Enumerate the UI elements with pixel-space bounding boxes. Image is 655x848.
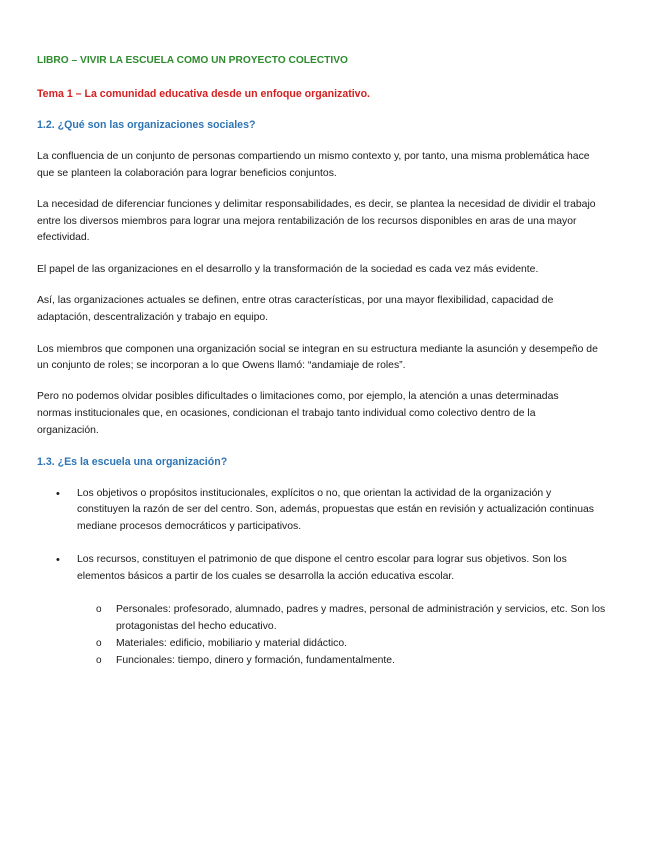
bullet-line: Los recursos, constituyen el patrimonio de que dispone el centro escolar para lograr sus objetivos. Son los: [77, 554, 567, 565]
paragraph-line: Así, las organizaciones actuales se definen, entre otras características, por una mayor flexibilidad, capacidad de: [37, 295, 554, 306]
tema-title: Tema 1 – La comunidad educativa desde un enfoque organizativo.: [37, 88, 370, 100]
bullet-marker: •: [56, 554, 60, 566]
bullet-line: constituyen la razón de ser del centro. Son, además, propuestas que están en revisión y actualización continuas: [77, 504, 594, 515]
bullet-line: Los objetivos o propósitos institucionales, explícitos o no, que orientan la actividad de la organización y: [77, 488, 552, 499]
sub-bullet-line: protagonistas del hecho educativo.: [116, 621, 277, 632]
paragraph-line: que se planteen la colaboración para lograr beneficios conjuntos.: [37, 168, 337, 179]
paragraph-line: efectividad.: [37, 232, 90, 243]
paragraph-line: entre los diversos miembros para lograr una mejora rentabilización de los recursos disponibles en aras de una mayor: [37, 216, 577, 227]
paragraph-line: organización.: [37, 425, 99, 436]
sub-bullet-marker: o: [96, 638, 102, 649]
paragraph-line: La confluencia de un conjunto de personas compartiendo un mismo contexto y, por tanto, una misma problemática hace: [37, 151, 590, 162]
paragraph-line: normas institucionales que, en ocasiones, condicionan el trabajo tanto individual como colectivo dentro de la: [37, 408, 536, 419]
paragraph-line: adaptación, descentralización y trabajo en equipo.: [37, 312, 269, 323]
section-1-3-title: 1.3. ¿Es la escuela una organización?: [37, 456, 228, 468]
paragraph-line: un conjunto de roles; se incorporan a lo que Owens llamó: “andamiaje de roles”.: [37, 360, 406, 371]
paragraph-line: Los miembros que componen una organización social se integran en su estructura mediante la asunción y desempeño de: [37, 344, 598, 355]
sub-bullet-line: Funcionales: tiempo, dinero y formación, fundamentalmente.: [116, 655, 395, 666]
paragraph-line: La necesidad de diferenciar funciones y delimitar responsabilidades, es decir, se plantea la necesidad de dividir el trabajo: [37, 199, 596, 210]
sub-bullet-marker: o: [96, 655, 102, 666]
sub-bullet-line: Materiales: edificio, mobiliario y material didáctico.: [116, 638, 347, 649]
paragraph-line: Pero no podemos olvidar posibles dificultades o limitaciones como, por ejemplo, la atención a unas determinadas: [37, 391, 559, 402]
book-title: LIBRO – VIVIR LA ESCUELA COMO UN PROYECTO COLECTIVO: [37, 55, 348, 66]
bullet-marker: •: [56, 488, 60, 500]
sub-bullet-line: Personales: profesorado, alumnado, padres y madres, personal de administración y servicios, etc. Son los: [116, 604, 606, 615]
paragraph-line: El papel de las organizaciones en el desarrollo y la transformación de la sociedad es cada vez más evidente.: [37, 264, 539, 275]
bullet-line: elementos básicos a partir de los cuales se desarrolla la acción educativa escolar.: [77, 571, 455, 582]
section-1-2-title: 1.2. ¿Qué son las organizaciones sociales?: [37, 119, 256, 131]
bullet-line: mediane procesos democráticos y participativos.: [77, 521, 302, 532]
sub-bullet-marker: o: [96, 604, 102, 615]
